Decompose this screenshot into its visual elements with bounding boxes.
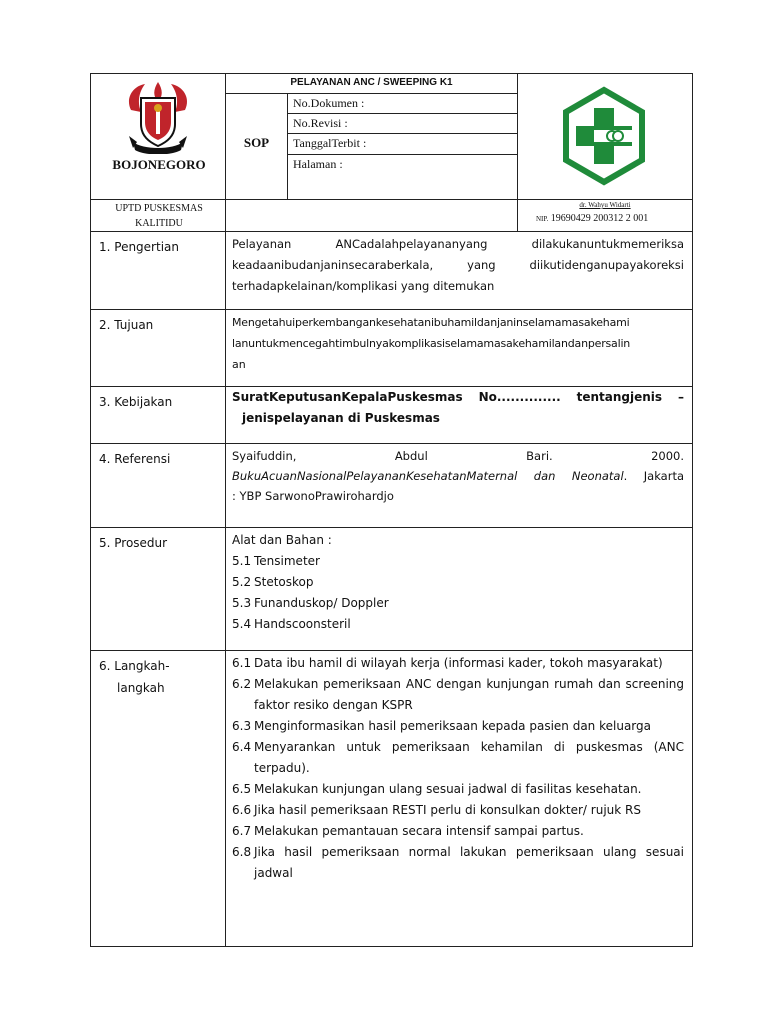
prosedur-item: 5.1 Tensimeter [232,554,320,568]
tujuan-line-3: an [232,358,246,371]
bojonegoro-crest-logo [123,80,193,154]
referensi-line-3: : YBP SarwonoPrawirohardjo [232,489,394,503]
langkah-item: 6.5 Melakukan kunjungan ulang sesuai jadwal di fasilitas kesehatan. [232,782,642,796]
row-content-pengertian [225,231,693,310]
langkah-item: 6.1 Data ibu hamil di wilayah kerja (informasi kader, tokoh masyarakat) [232,656,663,670]
row-label-prosedur: 5. Prosedur [90,527,226,651]
puskesmas-logo-cell [517,73,693,200]
referensi-line-1: Syaifuddin, Abdul Bari. 2000. [232,449,684,463]
row-label-langkah [90,650,226,947]
kebijakan-line-2: jenispelayanan di Puskesmas [242,411,440,425]
referensi-book-title: BukuAcuanNasionalPelayananKesehatanMaternal dan Neonatal [232,469,624,483]
signer-nip [536,212,648,226]
pengertian-line-3: terhadapkelainan/komplikasi yang ditemukan [232,279,495,293]
unit-name-cell [90,199,226,232]
tujuan-line-1: Mengetahuiperkembangankesehatanibuhamildanjaninselamamasakehami [232,316,630,329]
field-tanggal-terbit: TanggalTerbit : [287,133,518,155]
unit-name-line1: UPTD PUSKESMAS [115,203,203,214]
row-content-prosedur [225,527,693,651]
tujuan-line-2: lanuntukmencegahtimbulnyakomplikasiselamamasakehamilandanpersalin [232,337,631,350]
langkah-item: 6.7 Melakukan pemantauan secara intensif sampai partus. [232,824,584,838]
langkah-label-line1: 6. Langkah- [99,659,170,673]
prosedur-item: 5.3 Funanduskop/ Doppler [232,596,389,610]
row-content-tujuan [225,309,693,387]
langkah-item: 6.3 Menginformasikan hasil pemeriksaan kepada pasien dan keluarga [232,719,651,733]
sop-label: SOP [243,135,270,150]
row-content-referensi [225,443,693,528]
nip-value: 19690429 200312 2 001 [550,213,649,224]
blank-mid-cell [225,199,518,232]
field-halaman: Halaman : [287,154,518,200]
city-name: BOJONEGORO [112,157,206,172]
nip-label: NIP. [536,215,549,223]
field-no-dokumen: No.Dokumen : [287,93,518,114]
puskesmas-logo [554,86,654,186]
unit-name-line2: KALITIDU [135,218,183,229]
langkah-item: 6.4 Menyarankan untuk pemeriksaan kehamilan di puskesmas (ANC terpadu). [232,740,684,775]
document-title-cell [225,73,518,94]
row-label-pengertian: 1. Pengertian [90,231,226,310]
row-label-referensi: 4. Referensi [90,443,226,528]
kebijakan-line-1: SuratKeputusanKepalaPuskesmas No.............. tentangjenis – [232,390,684,404]
signer-name: dr. Wahyu Widarti [579,201,631,209]
referensi-line-2: BukuAcuanNasionalPelayananKesehatanMaternal dan Neonatal. Jakarta [232,469,684,483]
header-logo-cell [90,73,226,200]
signature-cell [517,199,693,232]
langkah-item: 6.2 Melakukan pemeriksaan ANC dengan kunjungan rumah dan screening faktor resiko dengan KSPR [232,677,684,712]
langkah-label-line2: langkah [117,681,165,695]
row-label-kebijakan: 3. Kebijakan [90,386,226,444]
prosedur-item: 5.4 Handscoonsteril [232,617,351,631]
langkah-item: 6.6 Jika hasil pemeriksaan RESTI perlu di konsulkan dokter/ rujuk RS [232,803,641,817]
row-content-kebijakan [225,386,693,444]
field-no-revisi: No.Revisi : [287,113,518,134]
langkah-item: 6.8 Jika hasil pemeriksaan normal lakukan pemeriksaan ulang sesuai jadwal [232,845,684,880]
prosedur-intro: Alat dan Bahan : [232,533,332,547]
pengertian-line-2: keadaanibudanjaninsecaraberkala, yang diikutidenganupayakoreksi [232,258,684,272]
row-label-tujuan: 2. Tujuan [90,309,226,387]
pengertian-line-1: Pelayanan ANCadalahpelayananyang dilakukanuntukmemeriksa [232,237,684,251]
row-content-langkah [225,650,693,947]
document-title: PELAYANAN ANC / SWEEPING K1 [290,77,453,88]
prosedur-item: 5.2 Stetoskop [232,575,314,589]
sop-label-cell [225,93,288,200]
